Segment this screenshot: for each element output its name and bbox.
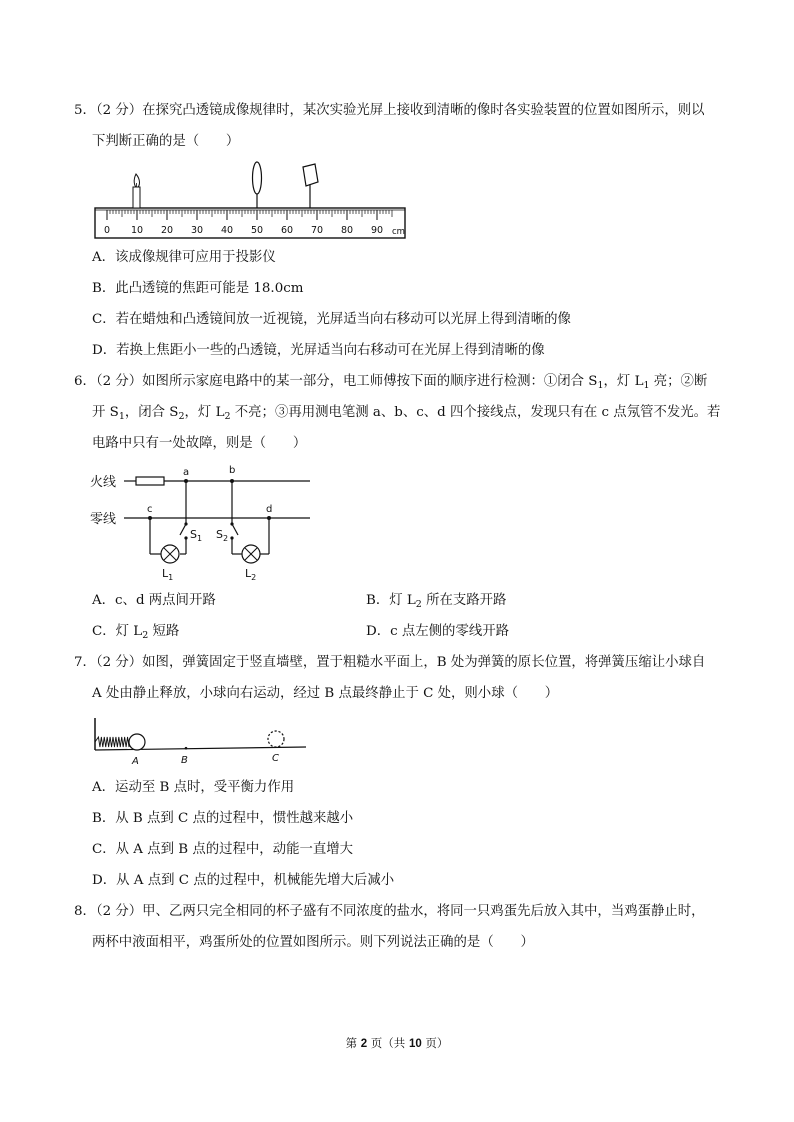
switch-s1-label: $S_1$ (190, 528, 203, 543)
optical-bench-svg (90, 160, 420, 240)
q6-option-c[interactable]: C．灯 $L_2$ 短路 (92, 624, 180, 641)
point-c-label: c (147, 504, 153, 515)
q5-option-c[interactable]: C．若在蜡烛和凸透镜间放一近视镜，光屏适当向右移动可以光屏上得到清晰的像 (92, 312, 571, 327)
q6-stem-line1: 6．（2 分）如图所示家庭电路中的某一部分，电工师傅按下面的顺序进行检测：①闭合 $S_1$，灯 $L_1$ 亮；②断 (74, 374, 708, 391)
q7-option-b[interactable]: B．从 B 点到 C 点的过程中，惯性越来越小 (92, 811, 354, 826)
ruler-label-90: 90 (370, 225, 384, 236)
q7-spring-figure (92, 714, 312, 770)
page-number: 2 (360, 1038, 368, 1050)
fuse (136, 477, 164, 485)
q6-option-d[interactable]: D．c 点左侧的零线开路 (366, 624, 510, 639)
point-b-label: b (229, 465, 236, 476)
lamp-l2-label: $L_2$ (245, 567, 257, 582)
ruler-unit: cm (392, 227, 405, 237)
q7-stem-line2: A 处由静止释放，小球向右运动，经过 B 点最终静止于 C 处，则小球（ ） (92, 686, 559, 701)
q7-option-a[interactable]: A．运动至 B 点时，受平衡力作用 (92, 780, 295, 795)
neutral-wire-label: 零线 (90, 512, 117, 527)
q5-option-a[interactable]: A．该成像规律可应用于投影仪 (92, 250, 276, 265)
q7-option-c[interactable]: C．从 A 点到 B 点的过程中，动能一直增大 (92, 842, 354, 857)
ball-at-c (268, 731, 284, 747)
household-circuit-svg (88, 464, 318, 584)
spring-ball-svg (92, 714, 312, 770)
q6-stem-line2: 开 $S_1$，闭合 $S_2$，灯 $L_2$ 不亮；③再用测电笔测 a、b、c、d 四个接线点，发现只有在 c 点氖管不发光。若 (92, 405, 721, 422)
spring (95, 737, 129, 747)
q7-stem-line1: 7．（2 分）如图，弹簧固定于竖直墙壁，置于粗糙水平面上，B 处为弹簧的原长位置，将弹簧压缩让小球自 (74, 655, 706, 670)
ruler-label-50: 50 (250, 225, 264, 236)
point-a-label: a (183, 467, 190, 478)
ruler-tick-labels (104, 225, 405, 237)
label-c: C (272, 753, 279, 764)
q6-option-a[interactable]: A．c、d 两点间开路 (92, 593, 216, 608)
q8-stem-line2: 两杯中液面相平，鸡蛋所处的位置如图所示。则下列说法正确的是（ ） (92, 935, 534, 950)
ruler-tick-marks (107, 210, 392, 220)
ground (95, 747, 306, 750)
ruler-label-30: 30 (190, 225, 204, 236)
q5-option-d[interactable]: D．若换上焦距小一些的凸透镜，光屏适当向右移动可在光屏上得到清晰的像 (92, 343, 545, 358)
label-b: B (181, 755, 188, 766)
q5-option-b[interactable]: B．此凸透镜的焦距可能是 18.0cm (92, 281, 304, 296)
switch-s2-label: $S_2$ (216, 528, 229, 543)
ruler-label-20: 20 (160, 225, 174, 236)
light-screen (303, 164, 318, 208)
ruler-label-70: 70 (310, 225, 324, 236)
q8-stem-line1: 8．（2 分）甲、乙两只完全相同的杯子盛有不同浓度的盐水，将同一只鸡蛋先后放入其中，当鸡蛋静止时， (74, 904, 705, 919)
page-total: 10 (408, 1038, 422, 1050)
q6-option-b[interactable]: B．灯 $L_2$ 所在支路开路 (366, 593, 507, 610)
ruler-label-80: 80 (340, 225, 354, 236)
q5-stem-line1: 5．（2 分）在探究凸透镜成像规律时，某次实验光屏上接收到清晰的像时各实验装置的位置如图所示，则以 (74, 103, 705, 118)
ruler-label-10: 10 (130, 225, 144, 236)
ruler-label-0: 0 (103, 225, 111, 236)
live-wire-label: 火线 (90, 475, 117, 490)
page-footer: 第 2 页（共 10 页） (345, 1036, 449, 1050)
switch-s1 (180, 524, 186, 535)
q6-stem-line3: 电路中只有一处故障，则是（ ） (92, 436, 307, 451)
ruler-label-40: 40 (220, 225, 234, 236)
convex-lens (253, 162, 262, 208)
q6-circuit-figure (88, 464, 318, 584)
candle (133, 174, 140, 208)
label-a: A (132, 756, 139, 767)
q7-option-d[interactable]: D．从 A 点到 C 点的过程中，机械能先增大后减小 (92, 873, 395, 888)
point-d-label: d (266, 504, 273, 515)
point-b-dot (185, 747, 188, 750)
lamp-l1-label: $L_1$ (162, 567, 174, 582)
ball-at-a (129, 734, 145, 750)
switch-s2 (232, 524, 238, 535)
q5-stem-line2: 下判断正确的是（ ） (92, 134, 240, 149)
ruler-label-60: 60 (280, 225, 294, 236)
q5-optical-bench-figure (90, 160, 420, 240)
